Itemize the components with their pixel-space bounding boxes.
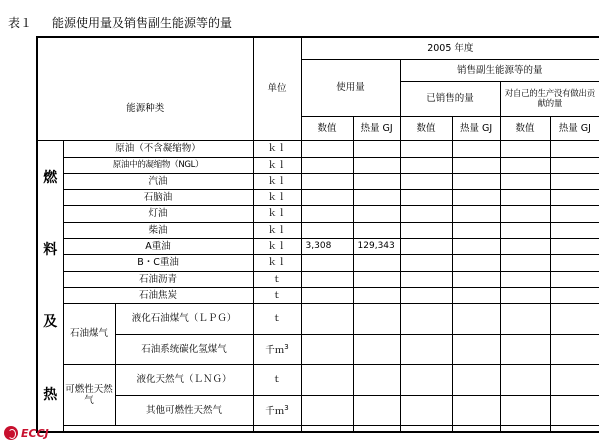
fuel-name: 原油（不含凝缩物） <box>63 141 253 157</box>
energy-table <box>36 36 599 433</box>
cell[interactable] <box>452 271 500 287</box>
header-sold-group: 销售副生能源等的量 <box>400 59 599 81</box>
eccj-logo-icon <box>4 426 18 440</box>
cell[interactable] <box>353 287 400 303</box>
cell[interactable] <box>500 157 550 173</box>
fuel-name: 石油焦炭 <box>63 287 253 303</box>
cell[interactable] <box>452 334 500 365</box>
cell <box>253 426 301 432</box>
cell[interactable] <box>550 206 599 222</box>
cell <box>452 426 500 432</box>
eccj-logo-text: ECCJ <box>21 426 49 440</box>
cell[interactable] <box>400 157 452 173</box>
fuel-name: A重油 <box>63 239 253 255</box>
group-label-lpg: 石油煤气 <box>63 304 115 365</box>
fuel-name: 石油沥青 <box>63 271 253 287</box>
fuel-name: 汽油 <box>63 173 253 189</box>
table-title: 能源使用量及销售副生能源等的量 <box>52 15 233 30</box>
fuel-name: 石脑油 <box>63 190 253 206</box>
cell[interactable] <box>400 365 452 396</box>
fuel-name: B・C重油 <box>63 255 253 271</box>
header-sold-heat: 热量 GJ <box>452 116 500 140</box>
a-fuel-oil-heat[interactable]: 129,343 <box>353 239 400 255</box>
header-used-heat: 热量 GJ <box>353 116 400 140</box>
cell[interactable] <box>301 334 353 365</box>
header-sold: 已销售的量 <box>400 82 500 117</box>
cell[interactable] <box>400 395 452 426</box>
cell[interactable] <box>550 157 599 173</box>
header-unit: 单位 <box>253 37 301 141</box>
group-label-gas: 可燃性天然气 <box>63 365 115 426</box>
cell[interactable] <box>400 271 452 287</box>
fuel-name: 液化石油煤气（ＬＰＧ） <box>115 304 253 335</box>
cell[interactable] <box>550 255 599 271</box>
cell[interactable] <box>500 206 550 222</box>
fuel-unit: ｋｌ <box>253 157 301 173</box>
header-category: 能源种类 <box>37 37 253 141</box>
fuel-unit: ｔ <box>253 304 301 335</box>
cell[interactable] <box>500 395 550 426</box>
fuel-unit: ｋｌ <box>253 255 301 271</box>
cell[interactable] <box>400 141 452 157</box>
cell[interactable] <box>550 239 599 255</box>
header-contrib-heat: 热量 GJ <box>550 116 599 140</box>
cell[interactable] <box>400 255 452 271</box>
fuel-name: 原油中的凝缩物（NGL） <box>63 157 253 173</box>
header-contrib-value: 数值 <box>500 116 550 140</box>
cell[interactable] <box>500 141 550 157</box>
cell[interactable] <box>550 365 599 396</box>
cell[interactable] <box>500 190 550 206</box>
unit-text: 千ｍ <box>265 405 285 417</box>
cell[interactable] <box>353 141 400 157</box>
cell[interactable] <box>301 222 353 238</box>
cell[interactable] <box>400 190 452 206</box>
cell[interactable] <box>452 287 500 303</box>
cell[interactable] <box>301 173 353 189</box>
cell <box>550 426 599 432</box>
cell[interactable] <box>353 365 400 396</box>
cell <box>500 426 550 432</box>
cell[interactable] <box>353 206 400 222</box>
fuel-unit: ｋｌ <box>253 173 301 189</box>
fuel-name: 灯油 <box>63 206 253 222</box>
cell[interactable] <box>353 395 400 426</box>
side-char-3: 及 <box>43 314 58 331</box>
cell[interactable] <box>452 304 500 335</box>
cell[interactable] <box>301 365 353 396</box>
fuel-name: 液化天然气（ＬＮＧ） <box>115 365 253 396</box>
cell[interactable] <box>452 365 500 396</box>
unit-sup: 3 <box>284 403 289 412</box>
fuel-unit: ｔ <box>253 287 301 303</box>
cell[interactable] <box>500 334 550 365</box>
header-contrib: 对自己的生产没有做出贡献的量 <box>500 82 599 117</box>
cell[interactable] <box>353 271 400 287</box>
cell[interactable] <box>500 304 550 335</box>
cell[interactable] <box>452 190 500 206</box>
fuel-unit <box>253 395 301 426</box>
cell[interactable] <box>301 287 353 303</box>
cell[interactable] <box>400 334 452 365</box>
cell[interactable] <box>550 395 599 426</box>
cell[interactable] <box>500 255 550 271</box>
header-year: 2005 年度 <box>301 37 599 59</box>
cell[interactable] <box>550 304 599 335</box>
side-char-4: 热 <box>43 386 58 403</box>
cell[interactable] <box>400 206 452 222</box>
fuel-name: 柴油 <box>63 222 253 238</box>
fuel-unit <box>253 334 301 365</box>
header-used: 使用量 <box>301 59 400 116</box>
cell[interactable] <box>452 222 500 238</box>
cell[interactable] <box>353 222 400 238</box>
fuel-unit: ｋｌ <box>253 239 301 255</box>
cell[interactable] <box>353 190 400 206</box>
cell[interactable] <box>452 173 500 189</box>
cell[interactable] <box>550 190 599 206</box>
cell[interactable] <box>550 222 599 238</box>
cell[interactable] <box>400 173 452 189</box>
cell[interactable] <box>353 334 400 365</box>
cell[interactable] <box>452 141 500 157</box>
cell[interactable] <box>550 287 599 303</box>
cell[interactable] <box>400 222 452 238</box>
unit-sup: 3 <box>284 342 289 351</box>
cell[interactable] <box>400 304 452 335</box>
cell <box>400 426 452 432</box>
cell <box>63 426 253 432</box>
fuel-name: 石油系统碳化氢煤气 <box>115 334 253 365</box>
side-char-2: 料 <box>43 241 58 258</box>
cell[interactable] <box>500 222 550 238</box>
cell[interactable] <box>301 271 353 287</box>
cell[interactable] <box>500 239 550 255</box>
side-label <box>37 141 63 432</box>
cell[interactable] <box>301 157 353 173</box>
cell[interactable] <box>500 365 550 396</box>
cell[interactable] <box>500 287 550 303</box>
cell[interactable] <box>353 304 400 335</box>
cell[interactable] <box>500 173 550 189</box>
fuel-unit: ｋｌ <box>253 141 301 157</box>
fuel-unit: ｔ <box>253 271 301 287</box>
cell[interactable] <box>550 173 599 189</box>
fuel-name: 其他可燃性天然气 <box>115 395 253 426</box>
cell[interactable] <box>301 141 353 157</box>
fuel-unit: ｋｌ <box>253 206 301 222</box>
cell[interactable] <box>301 304 353 335</box>
cell[interactable] <box>452 206 500 222</box>
eccj-logo <box>4 425 49 441</box>
cell[interactable] <box>301 395 353 426</box>
cell[interactable] <box>400 239 452 255</box>
cell[interactable] <box>550 141 599 157</box>
cell[interactable] <box>452 255 500 271</box>
cell[interactable] <box>500 271 550 287</box>
cell[interactable] <box>301 255 353 271</box>
fuel-unit: ｋｌ <box>253 222 301 238</box>
cell[interactable] <box>550 334 599 365</box>
fuel-unit: ｔ <box>253 365 301 396</box>
cell[interactable] <box>400 287 452 303</box>
table-caption <box>8 13 232 31</box>
a-fuel-oil-value[interactable]: 3,308 <box>301 239 353 255</box>
table-number: 表１ <box>8 15 33 30</box>
cell[interactable] <box>452 157 500 173</box>
cell[interactable] <box>353 157 400 173</box>
fuel-unit: ｋｌ <box>253 190 301 206</box>
side-char-1: 燃 <box>43 169 58 186</box>
cell <box>353 426 400 432</box>
cell[interactable] <box>301 190 353 206</box>
cell[interactable] <box>353 173 400 189</box>
cell[interactable] <box>353 255 400 271</box>
header-used-value: 数值 <box>301 116 353 140</box>
cell <box>301 426 353 432</box>
cell[interactable] <box>550 271 599 287</box>
cell[interactable] <box>452 239 500 255</box>
cell[interactable] <box>301 206 353 222</box>
cell[interactable] <box>452 395 500 426</box>
header-sold-value: 数值 <box>400 116 452 140</box>
unit-text: 千ｍ <box>265 344 285 356</box>
